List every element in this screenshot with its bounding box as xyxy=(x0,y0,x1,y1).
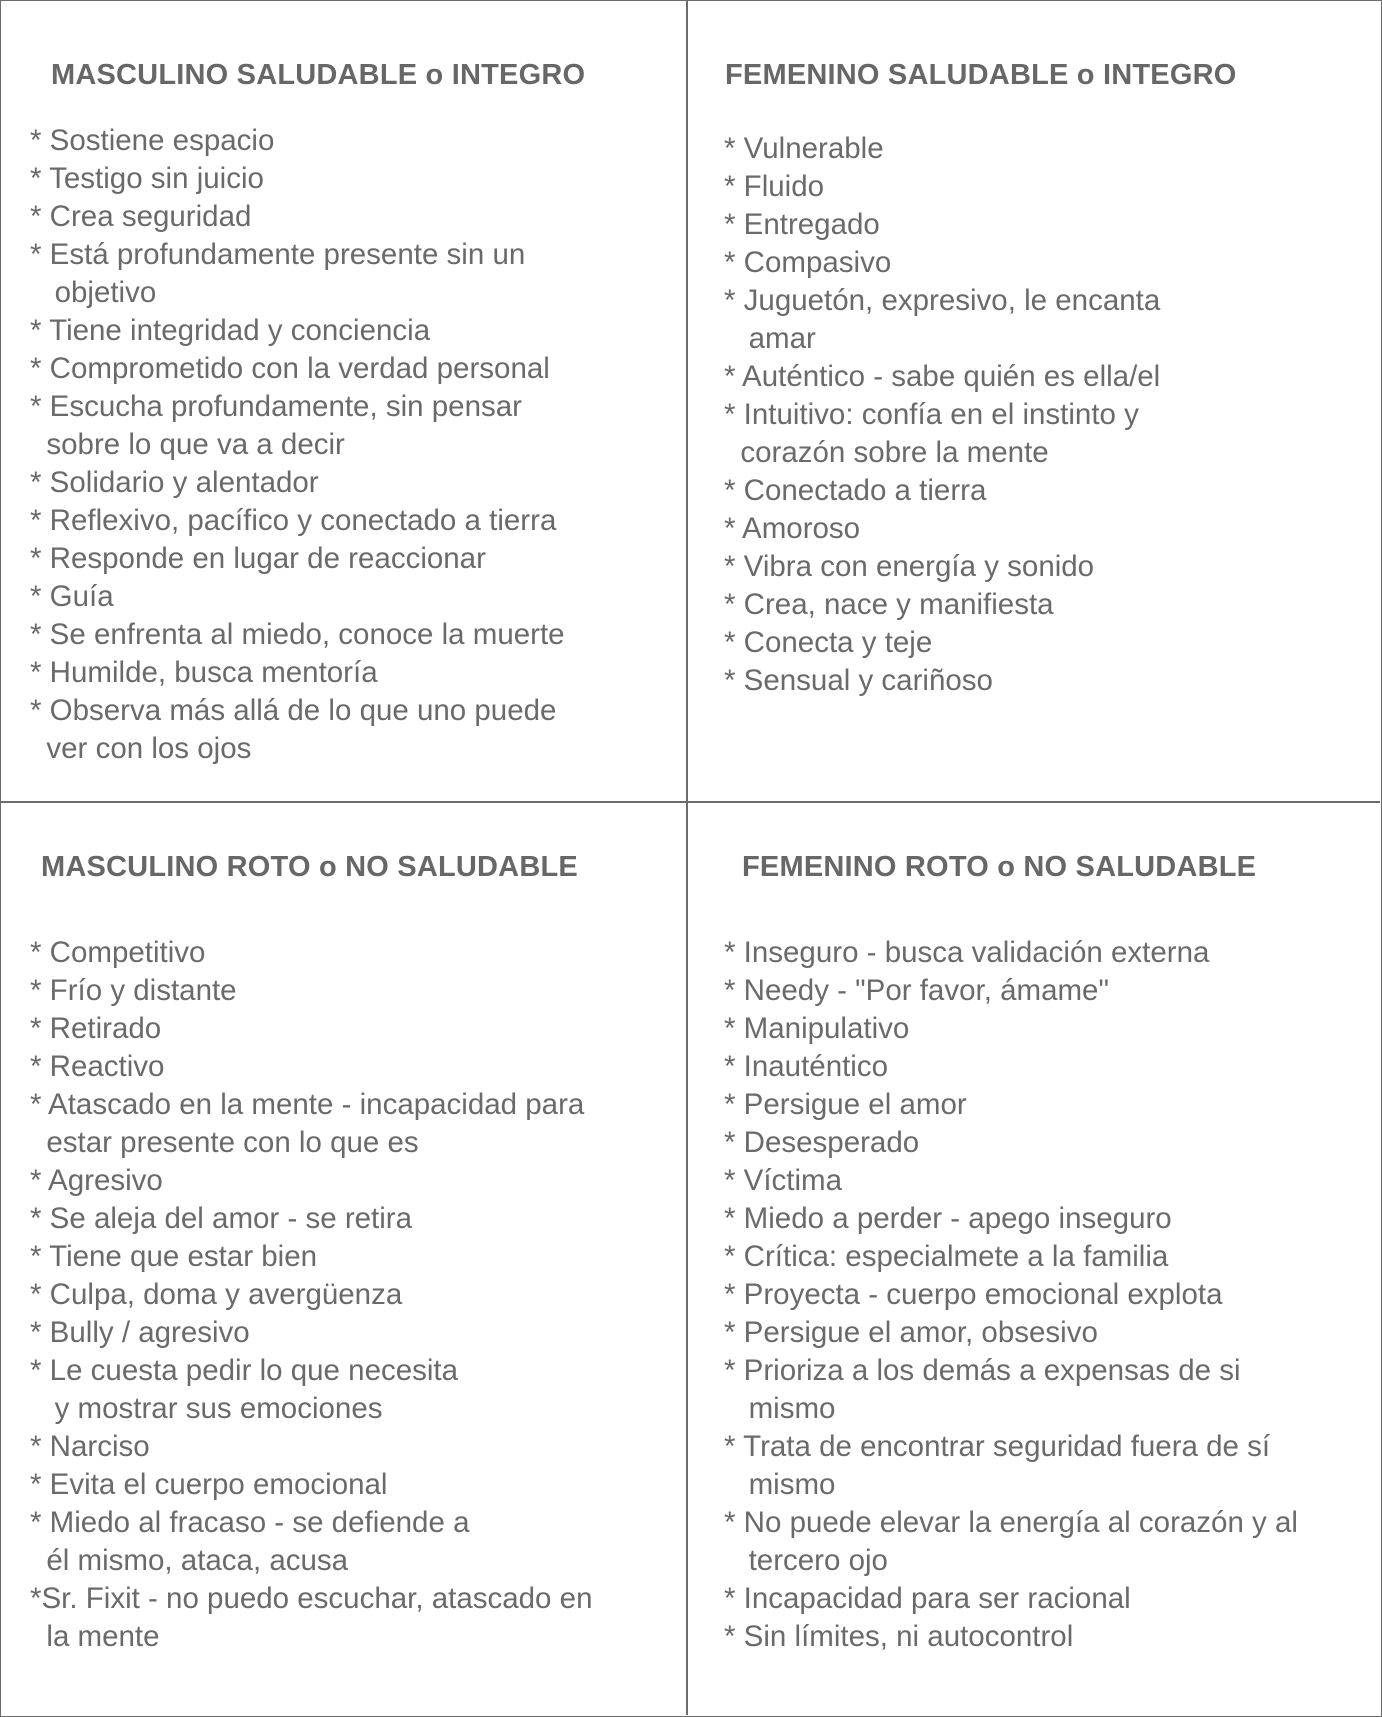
list-item: * Prioriza a los demás a expensas de si xyxy=(724,1354,1241,1387)
list-item: * Amoroso xyxy=(724,512,861,545)
list-item: * Miedo a perder - apego inseguro xyxy=(724,1202,1172,1235)
list-item: * Culpa, doma y avergüenza xyxy=(30,1278,403,1311)
list-item: * Intuitivo: confía en el instinto y xyxy=(724,398,1139,431)
quadrant-title: MASCULINO SALUDABLE o INTEGRO xyxy=(51,59,586,91)
list-item: * Persigue el amor xyxy=(724,1088,967,1121)
list-item: * Narciso xyxy=(30,1430,150,1463)
list-item: * Responde en lugar de reaccionar xyxy=(30,542,486,575)
list-item: * Needy - "Por favor, ámame" xyxy=(724,974,1109,1007)
list-item: * Reactivo xyxy=(30,1050,165,1083)
trait-list xyxy=(724,130,1160,700)
list-item: él mismo, ataca, acusa xyxy=(30,1544,349,1577)
list-item: * Trata de encontrar seguridad fuera de sí xyxy=(724,1430,1271,1463)
list-item: * Frío y distante xyxy=(30,974,237,1007)
list-item: corazón sobre la mente xyxy=(724,436,1049,469)
list-item: * Persigue el amor, obsesivo xyxy=(724,1316,1098,1349)
list-item: * Compasivo xyxy=(724,246,892,279)
list-item: * Retirado xyxy=(30,1012,162,1045)
list-item: * Solidario y alentador xyxy=(30,466,319,499)
list-item: * Competitivo xyxy=(30,936,206,969)
list-item: * Se aleja del amor - se retira xyxy=(30,1202,413,1235)
list-item: * Humilde, busca mentoría xyxy=(30,656,378,689)
list-item: * Tiene integridad y conciencia xyxy=(30,314,431,347)
list-item: tercero ojo xyxy=(724,1544,888,1577)
list-item: * Tiene que estar bien xyxy=(30,1240,318,1273)
list-item: *Sr. Fixit - no puedo escuchar, atascado en xyxy=(30,1582,593,1615)
list-item: mismo xyxy=(724,1468,836,1501)
list-item: * Entregado xyxy=(724,208,880,241)
list-item: * Bully / agresivo xyxy=(30,1316,250,1349)
list-item: * Crítica: especialmete a la familia xyxy=(724,1240,1169,1273)
list-item: * Miedo al fracaso - se defiende a xyxy=(30,1506,470,1539)
list-item: * Auténtico - sabe quién es ella/el xyxy=(724,360,1161,393)
list-item: * Proyecta - cuerpo emocional explota xyxy=(724,1278,1223,1311)
list-item: * Desesperado xyxy=(724,1126,920,1159)
trait-list xyxy=(30,934,592,1656)
list-item: amar xyxy=(724,322,816,355)
list-item: * Evita el cuerpo emocional xyxy=(30,1468,388,1501)
list-item: * Crea, nace y manifiesta xyxy=(724,588,1054,621)
trait-list xyxy=(724,934,1298,1656)
list-item: * Vibra con energía y sonido xyxy=(724,550,1095,583)
trait-list xyxy=(30,122,565,768)
list-item: * Reflexivo, pacífico y conectado a tierra xyxy=(30,504,557,537)
list-item: mismo xyxy=(724,1392,836,1425)
list-item: * Atascado en la mente - incapacidad para xyxy=(30,1088,585,1121)
list-item: estar presente con lo que es xyxy=(30,1126,419,1159)
list-item: * Observa más allá de lo que uno puede xyxy=(30,694,557,727)
list-item: * No puede elevar la energía al corazón y al xyxy=(724,1506,1298,1539)
list-item: * Sostiene espacio xyxy=(30,124,275,157)
list-item: * Vulnerable xyxy=(724,132,884,165)
list-item: * Crea seguridad xyxy=(30,200,252,233)
list-item: * Está profundamente presente sin un xyxy=(30,238,526,271)
list-item: * Fluido xyxy=(724,170,825,203)
list-item: * Víctima xyxy=(724,1164,843,1197)
list-item: la mente xyxy=(30,1620,160,1653)
list-item: * Agresivo xyxy=(30,1164,163,1197)
list-item: * Inseguro - busca validación externa xyxy=(724,936,1210,969)
list-item: * Conecta y teje xyxy=(724,626,933,659)
list-item: sobre lo que va a decir xyxy=(30,428,345,461)
list-item: * Sensual y cariñoso xyxy=(724,664,993,697)
list-item: * Le cuesta pedir lo que necesita xyxy=(30,1354,459,1387)
list-item: * Se enfrenta al miedo, conoce la muerte xyxy=(30,618,565,651)
list-item: * Sin límites, ni autocontrol xyxy=(724,1620,1074,1653)
list-item: * Incapacidad para ser racional xyxy=(724,1582,1131,1615)
list-item: ver con los ojos xyxy=(30,732,252,765)
list-item: * Manipulativo xyxy=(724,1012,910,1045)
list-item: * Guía xyxy=(30,580,114,613)
quadrant-title: FEMENINO SALUDABLE o INTEGRO xyxy=(725,59,1237,91)
list-item: * Testigo sin juicio xyxy=(30,162,264,195)
list-item: * Conectado a tierra xyxy=(724,474,987,507)
list-item: y mostrar sus emociones xyxy=(30,1392,383,1425)
list-item: * Juguetón, expresivo, le encanta xyxy=(724,284,1161,317)
list-item: * Escucha profundamente, sin pensar xyxy=(30,390,522,423)
quadrant-title: FEMENINO ROTO o NO SALUDABLE xyxy=(742,851,1257,883)
list-item: objetivo xyxy=(30,276,157,309)
quadrant-title: MASCULINO ROTO o NO SALUDABLE xyxy=(41,851,578,883)
list-item: * Comprometido con la verdad personal xyxy=(30,352,550,385)
list-item: * Inauténtico xyxy=(724,1050,889,1083)
vertical-divider xyxy=(686,0,688,1715)
horizontal-divider xyxy=(0,801,1380,803)
